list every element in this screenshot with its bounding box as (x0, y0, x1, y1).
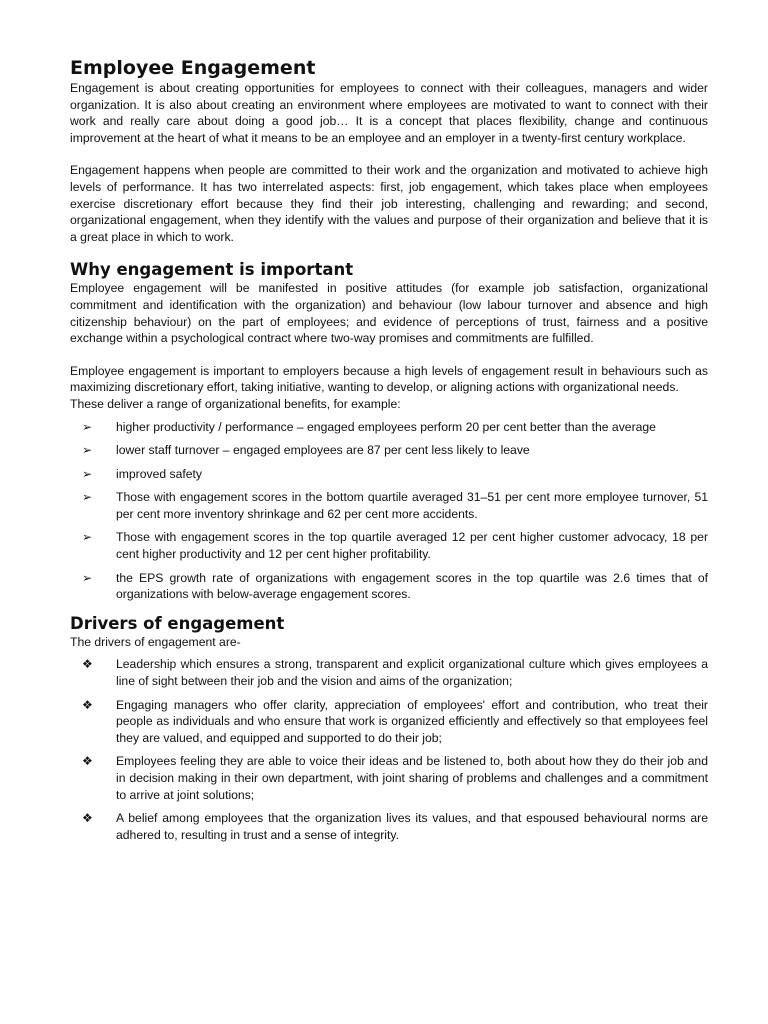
list-item: ❖ Leadership which ensures a strong, transparent and explicit organizational culture which gives employees a line of sight between their job and the vision and aims of the organization; (82, 657, 708, 689)
arrow-bullet-icon: ➢ (82, 419, 93, 434)
heading-drivers-of-engagement: Drivers of engagement (70, 613, 285, 633)
paragraph-engagement-aspects: Engagement happens when people are committed to their work and the organization and motivated to achieve high levels of performance. It has two interrelated aspects: first, job engagement, which takes place when employees exercise discretionary effort because they find their job interesting, challenging and rewarding; and second, organizational engagement, when they identify with the values and purpose of their organization and believe that it is a great place in which to work. (70, 163, 708, 244)
list-item: ➢ the EPS growth rate of organizations with engagement scores in the top quartile was 2.6 times that of organizations with below-average engagement scores. (82, 570, 708, 602)
diamond-bullet-icon: ❖ (82, 657, 93, 672)
list-item: ➢ Those with engagement scores in the bottom quartile averaged 31–51 per cent more employee turnover, 51 per cent more inventory shrinkage and 62 per cent more accidents. (82, 490, 708, 521)
heading-why-engagement-important: Why engagement is important (70, 260, 354, 280)
arrow-bullet-icon: ➢ (82, 530, 93, 545)
benefits-list (70, 419, 708, 603)
list-item: ➢ higher productivity / performance – engaged employees perform 20 per cent better than the average (82, 419, 656, 434)
document-page (70, 56, 708, 850)
paragraph-engagement-definition: Engagement is about creating opportunities for employees to connect with their colleagues, managers and wider organization. It is also about creating an environment where employees are motivated to want to connect with their work and really care about doing a good job… It is a concept that places flexibility, change and continuous improvement at the heart of what it means to be an employee and an employer in a twenty-first century workplace. (70, 81, 708, 145)
list-item: ➢ Those with engagement scores in the top quartile averaged 12 per cent higher customer advocacy, 18 per cent higher productivity and 12 per cent higher profitability. (82, 530, 708, 562)
benefits-list-intro: These deliver a range of organizational benefits, for example: (70, 396, 401, 411)
diamond-bullet-icon: ❖ (82, 697, 93, 712)
paragraph-importance-to-employers: Employee engagement is important to employers because a high levels of engagement result in behaviours such as maximizing discretionary effort, taking initiative, wanting to develop, or aligning actions with organizational needs. (70, 363, 708, 395)
heading-employee-engagement: Employee Engagement (70, 57, 316, 79)
list-item: ➢ improved safety (82, 466, 203, 481)
list-item: ❖ A belief among employees that the organization lives its values, and that espoused behavioural norms are adhered to, resulting in trust and a sense of integrity. (82, 811, 708, 842)
paragraph-engagement-manifested: Employee engagement will be manifested in positive attitudes (for example job satisfaction, organizational commitment and identification with the organization) and behaviour (low labour turnover and absence and high citizenship behaviour) on the part of employees; and evidence of perceptions of trust, fairness and a positive exchange within a psychological contract where two-way promises and commitments are fulfilled. (70, 281, 708, 346)
drivers-list-intro: The drivers of engagement are- (70, 634, 241, 649)
arrow-bullet-icon: ➢ (82, 490, 93, 505)
drivers-list (70, 656, 708, 843)
list-item: ❖ Engaging managers who offer clarity, appreciation of employees' effort and contribution, who treat their people as individuals and who ensure that work is organized efficiently and effectively so that employees feel they are valued, and equipped and supported to do their job; (82, 697, 708, 745)
arrow-bullet-icon: ➢ (82, 570, 93, 585)
diamond-bullet-icon: ❖ (82, 754, 93, 769)
list-item: ❖ Employees feeling they are able to voice their ideas and be listened to, both about how they do their job and in decision making in their own department, with joint sharing of problems and challenges and a commitment to arrive at joint solutions; (82, 754, 708, 802)
arrow-bullet-icon: ➢ (82, 443, 93, 458)
list-item: ➢ lower staff turnover – engaged employees are 87 per cent less likely to leave (82, 443, 530, 458)
diamond-bullet-icon: ❖ (82, 811, 93, 826)
arrow-bullet-icon: ➢ (82, 466, 93, 481)
